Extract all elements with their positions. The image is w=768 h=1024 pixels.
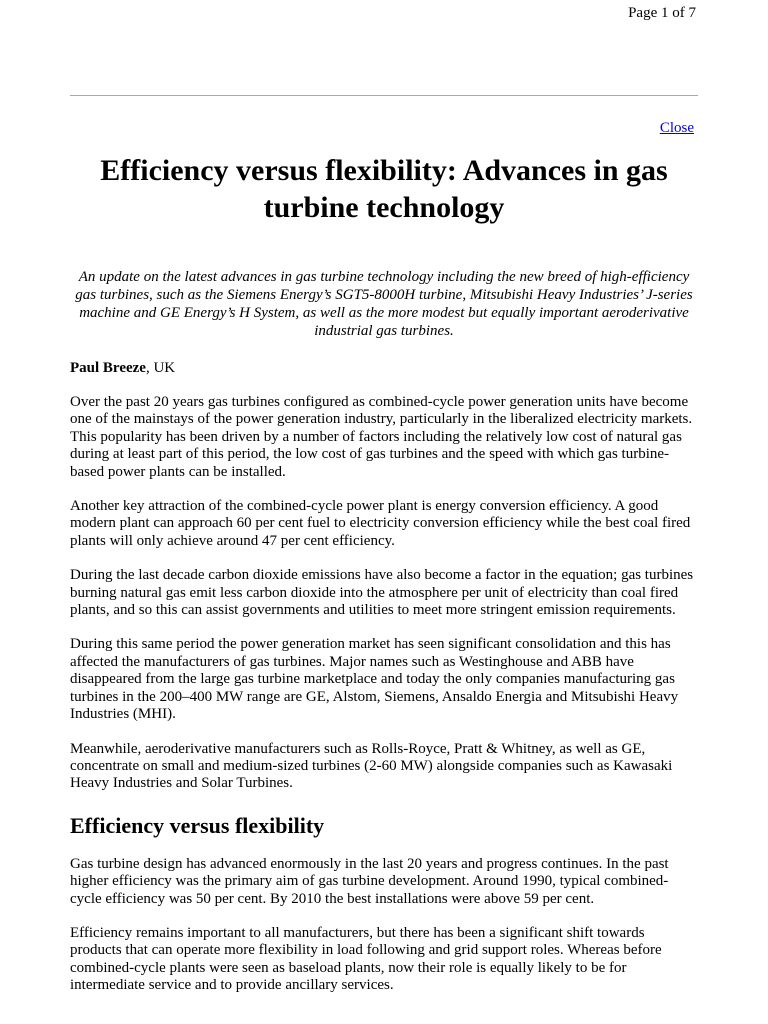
section-paragraph: Gas turbine design has advanced enormously in the last 20 years and progress continues. In the past higher efficiency was the primary aim of gas turbine development. Around 1990, typical combined-cycle efficiency was 50 per cent. By 2010 the best installations were above 59 per cent. <box>70 855 669 907</box>
body-paragraph: During this same period the power generation market has seen significant consolidation and this has affected the manufacturers of gas turbines. Major names such as Westinghouse and ABB have disappeared from the large gas turbine marketplace and today the only companies manufacturing gas turbines in the 200–400 MW range are GE, Alstom, Siemens, Ansaldo Energia and Mitsubishi Heavy Industries (MHI). <box>70 636 679 723</box>
author-name: Paul Breeze <box>70 360 146 376</box>
byline <box>70 359 698 377</box>
body-paragraph: Another key attraction of the combined-cycle power plant is energy conversion efficiency. A good modern plant can approach 60 per cent fuel to electricity conversion efficiency while the best coal fired plants will only achieve around 47 per cent efficiency. <box>70 498 691 549</box>
header-divider <box>70 95 698 96</box>
section-paragraph: Efficiency remains important to all manufacturers, but there has been a significant shift towards products that can operate more flexibility in load following and grid support roles. Whereas before combined-cycle plants were seen as baseload plants, now their role is equally likely to be for intermediate service and to provide ancillary services. <box>70 924 662 994</box>
author-location: , UK <box>145 360 176 376</box>
article-title: Efficiency versus flexibility: Advances in gas turbine technology <box>100 154 668 224</box>
page-number: Page 1 of 7 <box>628 5 696 21</box>
article <box>70 152 698 995</box>
article-standfirst: An update on the latest advances in gas turbine technology including the new breed of high-efficiency gas turbines, such as the Siemens Energy’s SGT5-8000H turbine, Mitsubishi Heavy Industries’ J-series machine and GE Energy’s H System, as well as the more modest but equally important aeroderivative industrial gas turbines. <box>75 269 693 339</box>
body-paragraph: Meanwhile, aeroderivative manufacturers such as Rolls-Royce, Pratt & Whitney, as well as GE, concentrate on small and medium-sized turbines (2-60 MW) alongside companies such as Kawasaki Heavy Industries and Solar Turbines. <box>70 740 673 792</box>
body-paragraph: During the last decade carbon dioxide emissions have also become a factor in the equation; gas turbines burning natural gas emit less carbon dioxide into the atmosphere per unit of electricity than coal fired plants, and so this can assist governments and utilities to meet more stringent emission requirements. <box>70 567 694 619</box>
body-paragraph: Over the past 20 years gas turbines configured as combined-cycle power generation units have become one of the mainstays of the power generation industry, particularly in the liberalized electricity markets. This popularity has been driven by a number of factors including the relatively low cost of natural gas during at least part of this period, the low cost of gas turbines and the speed with which gas turbine-based power plants can be installed. <box>70 394 693 480</box>
close-link[interactable]: Close <box>659 120 694 136</box>
section-heading: Efficiency versus flexibility <box>70 812 325 838</box>
